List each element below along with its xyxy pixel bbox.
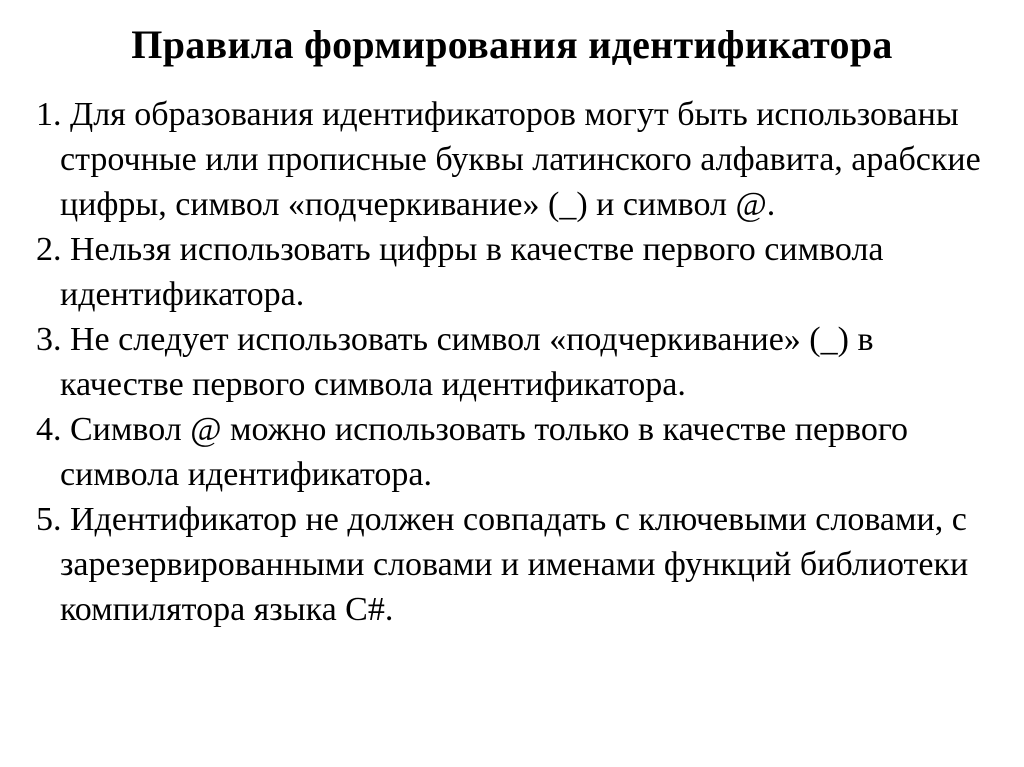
rule-item-2 xyxy=(36,227,996,317)
rule-item-4 xyxy=(36,407,996,497)
rule-number: 1. xyxy=(36,96,62,133)
rule-number: 4. xyxy=(36,411,62,448)
rule-item-1 xyxy=(36,92,996,227)
rule-text: Символ @ можно использовать только в качестве первого символа идентификатора. xyxy=(60,411,908,493)
rule-number: 3. xyxy=(36,321,62,358)
rule-item-5 xyxy=(36,497,996,632)
rule-number: 5. xyxy=(36,501,62,538)
rule-text: Идентификатор не должен совпадать с ключевыми словами, с зарезервированными словами и именами функций библиотеки компилятора языка C#. xyxy=(60,501,969,628)
rule-number: 2. xyxy=(36,231,62,268)
rule-text: Для образования идентификаторов могут быть использованы строчные или прописные буквы латинского алфавита, арабские цифры, символ «подчеркивание» (_) и символ @. xyxy=(60,96,981,223)
rules-list xyxy=(36,92,996,632)
rule-text: Не следует использовать символ «подчеркивание» (_) в качестве первого символа идентификатора. xyxy=(60,321,874,403)
slide-title: Правила формирования идентификатора xyxy=(131,22,893,67)
rule-text: Нельзя использовать цифры в качестве первого символа идентификатора. xyxy=(60,231,884,313)
rule-item-3 xyxy=(36,317,996,407)
